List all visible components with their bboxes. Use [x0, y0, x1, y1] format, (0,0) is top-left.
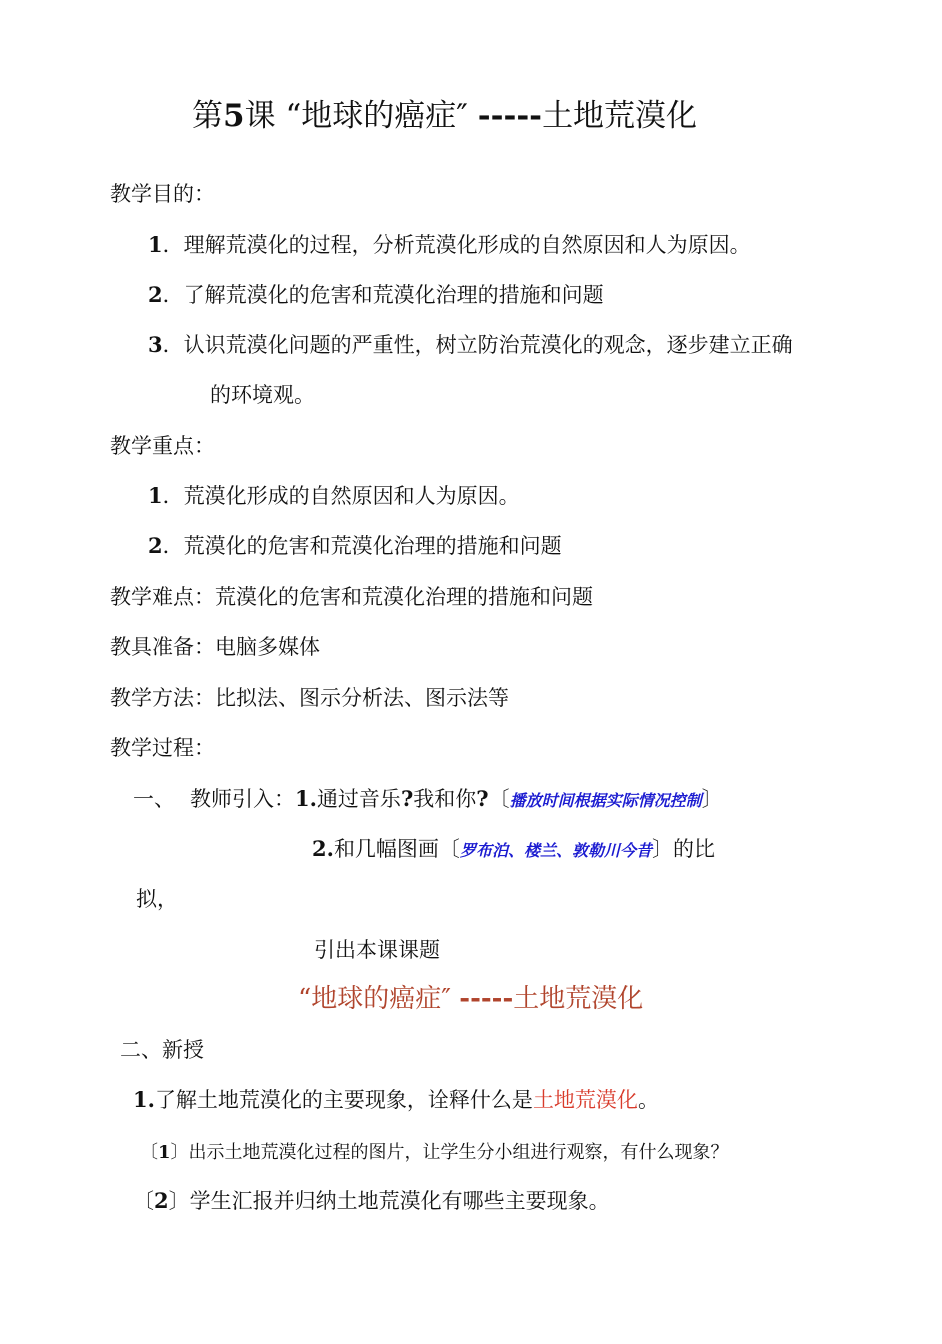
subtitle-part: 土地荒漠化: [513, 984, 644, 1014]
title-part: “地球的癌症″: [285, 98, 478, 134]
intro-text: 和几幅图画〔: [333, 837, 460, 861]
page-title: [192, 96, 697, 136]
intro-note: 罗布泊、楼兰、敦勒川今昔: [459, 841, 652, 860]
item-number: 1: [148, 232, 163, 257]
key-point-item: [148, 532, 562, 560]
intro-line-4: 引出本课课题: [314, 938, 440, 962]
title-lesson-number: 5: [223, 98, 245, 134]
objective-item: [148, 281, 604, 309]
objective-item: [148, 231, 751, 259]
tools-line: 教具准备：电脑多媒体: [110, 635, 320, 659]
item-text: ．了解荒漠化的危害和荒漠化治理的措施和问题: [162, 283, 604, 307]
intro-text: 〕的比: [651, 837, 715, 861]
item-number: 2: [148, 533, 163, 558]
item-text: 了解土地荒漠化的主要现象，诠释什么是: [154, 1088, 533, 1112]
objective-item-continuation: 的环境观。: [210, 383, 315, 407]
intro-line-2: [312, 835, 715, 865]
item-number: 2: [148, 282, 163, 307]
step-number: 1: [158, 1142, 171, 1163]
item-text: ．荒漠化形成的自然原因和人为原因。: [162, 484, 520, 508]
item-highlight: 土地荒漠化: [532, 1088, 638, 1112]
intro-lead: 教师引入：: [190, 787, 295, 811]
objectives-heading: 教学目的：: [110, 182, 215, 206]
intro-paren: 〕: [701, 787, 723, 811]
step-paren: 〔: [133, 1189, 154, 1213]
step-text: 〕出示土地荒漠化过程的图片，让学生分小组进行观察，有什么现象？: [170, 1142, 729, 1163]
intro-question: ?: [476, 786, 489, 811]
key-point-item: [148, 482, 520, 510]
intro-note: 播放时间根据实际情况控制: [509, 791, 702, 810]
intro-marker: 一、: [133, 787, 175, 811]
difficulty-line: 教学难点：荒漠化的危害和荒漠化治理的措施和问题: [110, 585, 593, 609]
key-points-heading: 教学重点：: [110, 434, 215, 458]
item-number: 1: [148, 483, 163, 508]
item-text: 。: [637, 1088, 659, 1112]
item-text: ．荒漠化的危害和荒漠化治理的措施和问题: [162, 534, 562, 558]
title-part: 土地荒漠化: [542, 98, 698, 134]
methods-line: 教学方法：比拟法、图示分析法、图示法等: [110, 686, 509, 710]
item-number: 1.: [133, 1087, 155, 1112]
intro-question: ?: [400, 786, 414, 811]
step-number: 2: [154, 1188, 169, 1213]
intro-paren: 〔: [488, 787, 510, 811]
intro-line-3: 拟，: [136, 887, 178, 911]
subtitle-dash: -----: [459, 984, 514, 1014]
item-text: ．理解荒漠化的过程，分析荒漠化形成的自然原因和人为原因。: [162, 233, 751, 257]
title-dash: -----: [477, 98, 543, 134]
process-heading: 教学过程：: [110, 736, 215, 760]
intro-text: 我和你: [413, 787, 477, 811]
intro-text: 通过音乐: [316, 787, 401, 811]
step-text: 〕学生汇报并归纳土地荒漠化有哪些主要现象。: [168, 1189, 610, 1213]
section2-step-2: [133, 1187, 610, 1215]
objective-item: [148, 331, 793, 359]
section2-step-1: [140, 1139, 729, 1167]
intro-number: 1.: [295, 786, 317, 811]
section2-item: [133, 1086, 659, 1114]
intro-line-1: [190, 785, 723, 815]
title-part: 第: [192, 98, 223, 134]
step-paren: 〔: [140, 1142, 158, 1163]
section2-heading: 二、新授: [120, 1038, 204, 1062]
lesson-subtitle: [298, 982, 643, 1016]
subtitle-part: “地球的癌症″: [298, 984, 460, 1014]
title-part: 课: [244, 98, 286, 134]
item-number: 3: [148, 332, 163, 357]
item-text: ．认识荒漠化问题的严重性，树立防治荒漠化的观念，逐步建立正确: [162, 333, 793, 357]
intro-number: 2.: [312, 836, 334, 861]
